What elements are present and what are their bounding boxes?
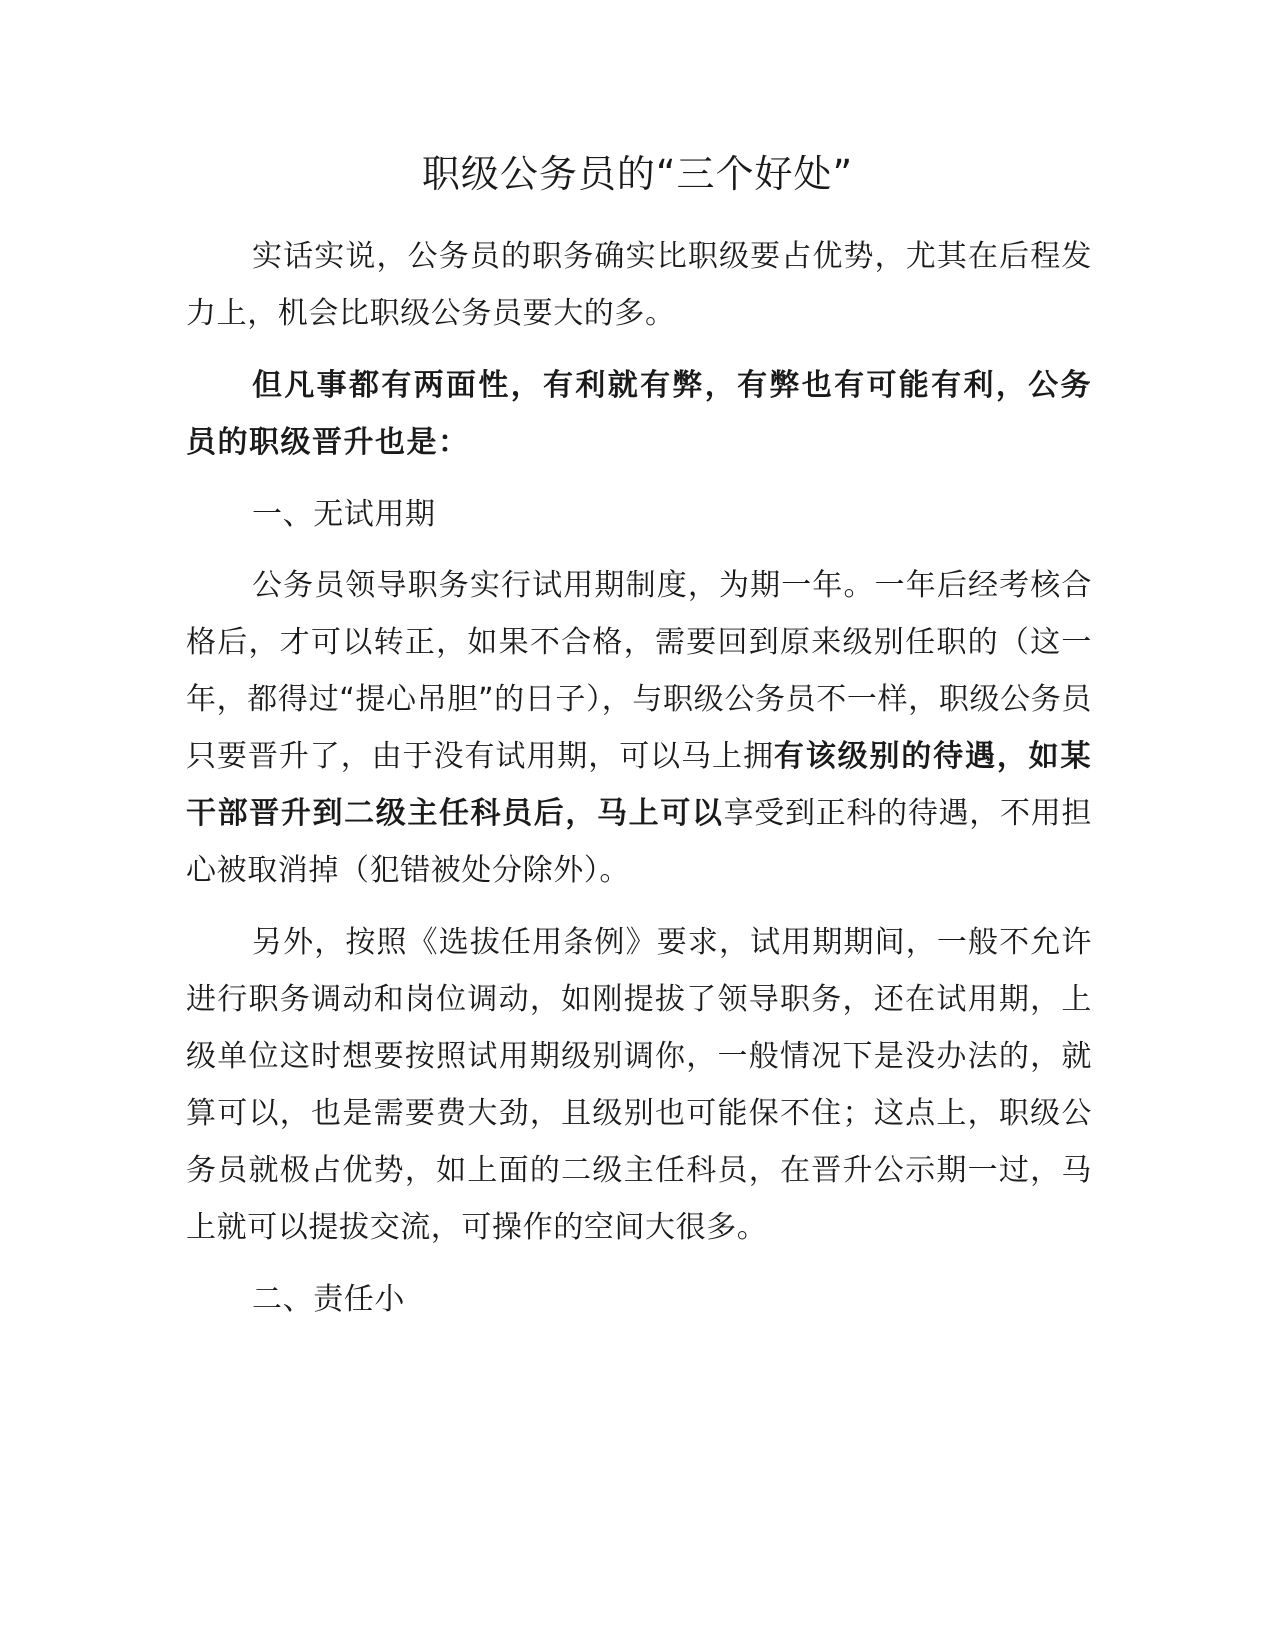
section-heading-no-probation: 一、无试用期 — [252, 497, 436, 532]
paragraph-appointment-regulations: 另外，按照《选拔任用条例》要求，试用期期间，一般不允许进行职务调动和岗位调动，如刚提拔了领导职务，还在试用期，上级单位这时想要按照试用期级别调你，一般情况下是没办法的，就算可以，也是需要费大劲，且级别也可能保不住；这点上，职级公务员就极占优势，如上面的二级主任科员，在晋升公示期一过，马上就可以提拔交流，可操作的空间大很多。 — [186, 925, 1092, 1245]
paragraph-probation-text-part-3: 享受到正科的待遇，不用担心被取消掉（犯错被处分除外）。 — [186, 796, 1093, 888]
paragraph-two-sides: 但凡事都有两面性，有利就有弊，有弊也有可能有利，公务员的职级晋升也是： — [186, 368, 1092, 460]
paragraph-probation-system — [186, 557, 1092, 899]
paragraph-intro: 实话实说，公务员的职务确实比职级要占优势，尤其在后程发力上，机会比职级公务员要大的多。 — [186, 239, 1092, 331]
section-heading-less-responsibility: 二、责任小 — [252, 1282, 405, 1317]
document-body — [186, 228, 1092, 1342]
paragraph-probation-text-part-1: 公务员领导职务实行试用期制度，为期一年。一年后经考核合格后，才可以转正，如果不合格，需要回到原来级别任职的（这一年，都得过“提心吊胆”的日子），与职级公务员不一样，职级公务员只要晋升了，由于没有试用期，可以马上拥 — [186, 568, 1092, 774]
document-title: 职级公务员的“三个好处” — [421, 152, 854, 196]
paragraph-probation-text-part-2: 有该级别的待遇，如某干部晋升到二级主任科员后，马上可以 — [186, 739, 1093, 831]
